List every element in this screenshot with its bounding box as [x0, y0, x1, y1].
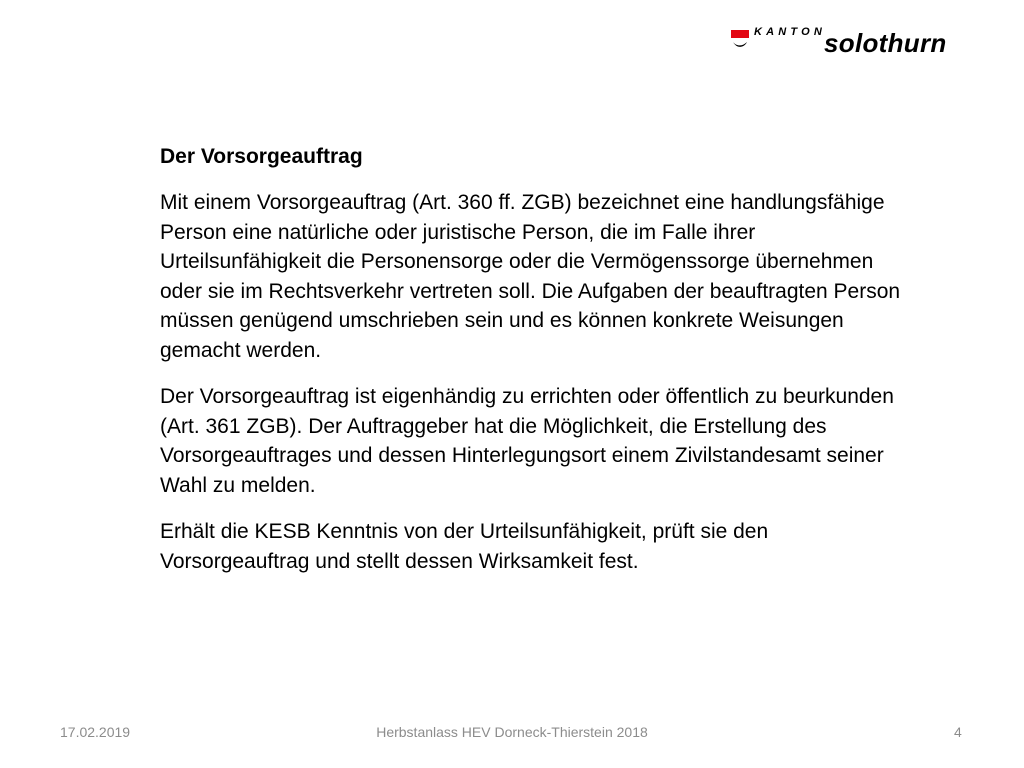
canton-shield-icon	[730, 28, 750, 52]
footer-date: 17.02.2019	[60, 724, 131, 740]
paragraph-kesb-review: Erhält die KESB Kenntnis von der Urteilsunfähigkeit, prüft sie den Vorsorgeauftrag und stellt dessen Wirksamkeit fest.	[160, 520, 769, 573]
logo-kanton-text: KANTON	[754, 26, 827, 38]
footer-page-number: 4	[954, 724, 962, 740]
paragraph-definition: Mit einem Vorsorgeauftrag (Art. 360 ff. ZGB) bezeichnet eine handlungsfähige Person eine natürliche oder juristische Person, die im Falle ihrer Urteilsunfähigkeit die Personensorge oder die Vermögenssorge übernehmen oder sie im Rechtsverkehr vertreten soll. Die Aufgaben der beauftragten Person müssen genügend umschrieben sein und es können konkrete Weisungen gemacht werden.	[160, 191, 901, 362]
slide-content	[160, 142, 920, 593]
kanton-solothurn-logo	[730, 26, 980, 60]
slide-title: Der Vorsorgeauftrag	[160, 145, 363, 168]
footer-event-title: Herbstanlass HEV Dorneck-Thierstein 2018	[376, 724, 648, 740]
paragraph-form-requirements: Der Vorsorgeauftrag ist eigenhändig zu errichten oder öffentlich zu beurkunden (Art. 361 ZGB). Der Auftraggeber hat die Möglichkeit, die Erstellung des Vorsorgeauftrages und dessen Hinterlegungsort einem Zivilstandesamt seiner Wahl zu melden.	[160, 385, 894, 497]
logo-solothurn-text: solothurn	[824, 28, 947, 58]
